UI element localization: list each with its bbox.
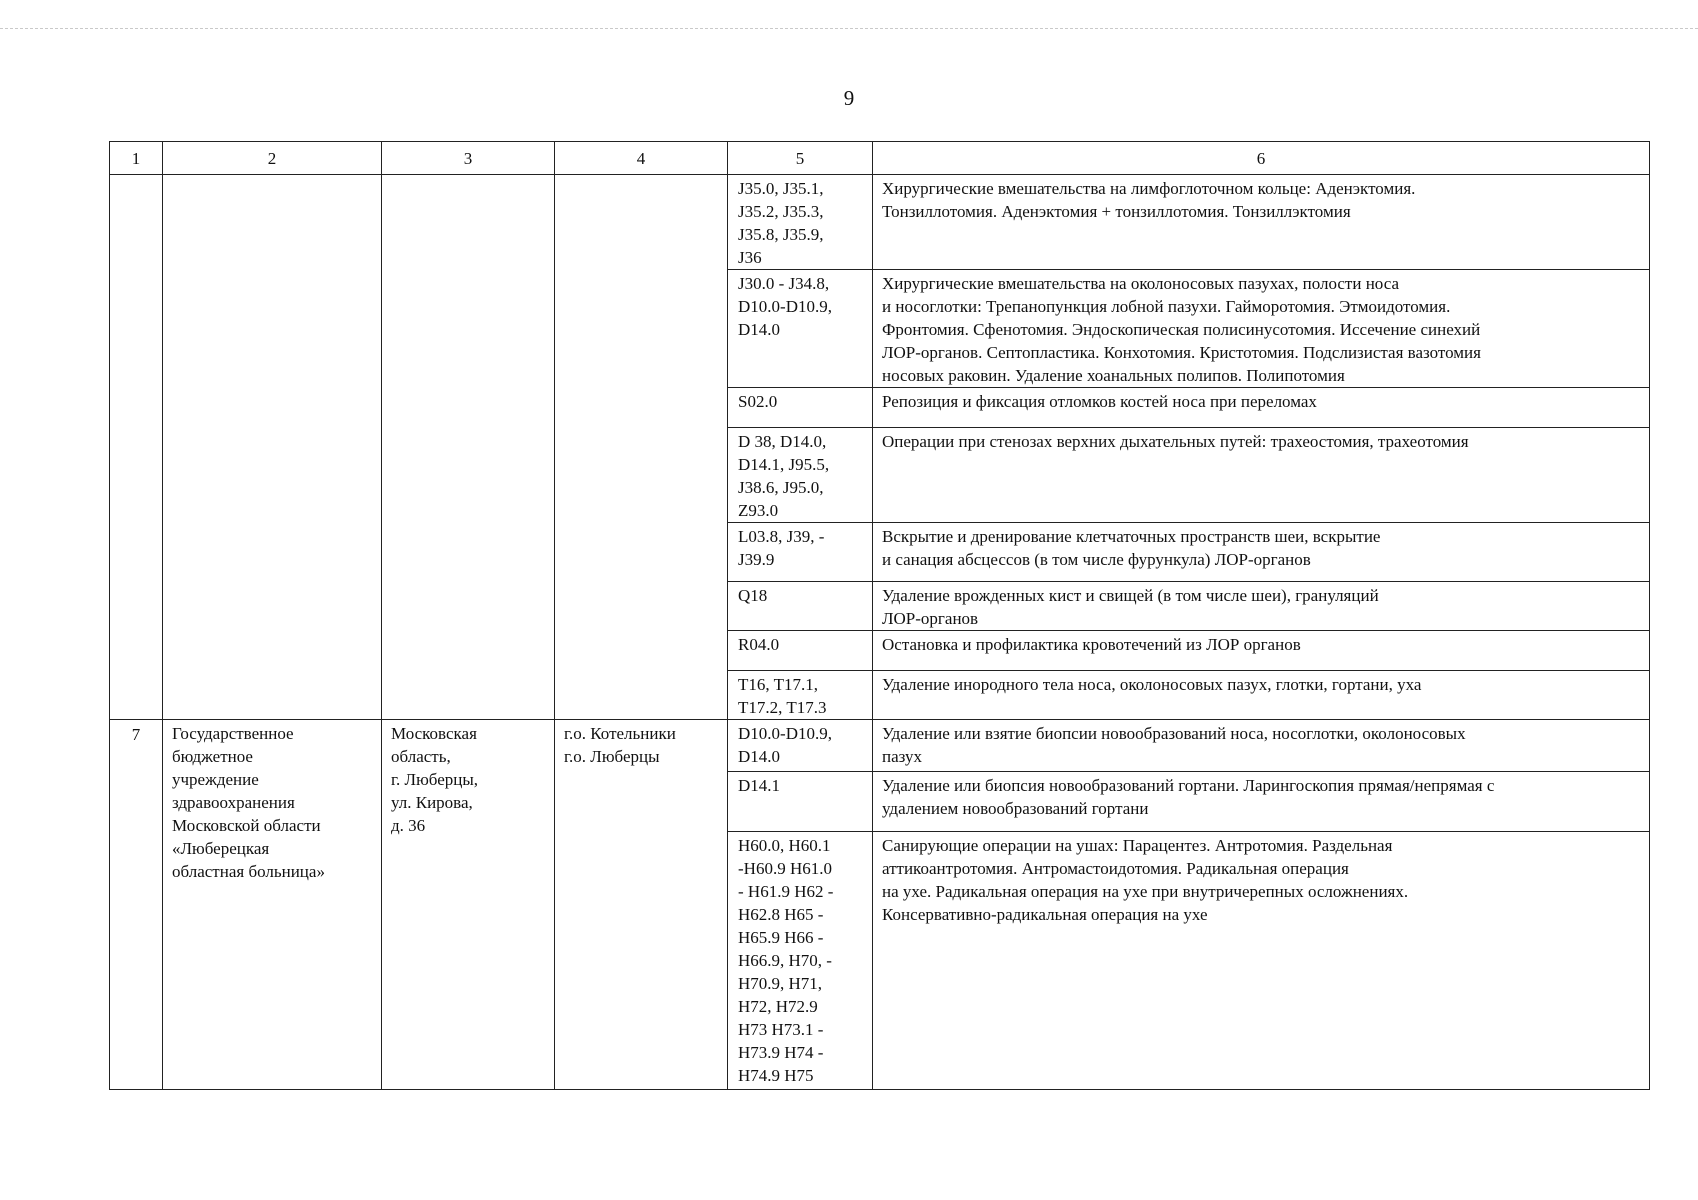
table-row (110, 720, 1650, 772)
procedure-cell: Операции при стенозах верхних дыхательных путей: трахеостомия, трахеотомия (873, 428, 1650, 523)
icd-codes-cell: H60.0, H60.1 -H60.9 H61.0 - H61.9 H62 - H62.8 H65 - H65.9 H66 - H66.9, H70, - H70.9, H71, H72, H72.9 H73 H73.1 - H73.9 H74 - H74.9 H75 (728, 832, 873, 1090)
icd-codes-cell: J35.0, J35.1, J35.2, J35.3, J35.8, J35.9, J36 (728, 175, 873, 270)
icd-codes-cell: Q18 (728, 582, 873, 631)
icd-codes-cell: D 38, D14.0, D14.1, J95.5, J38.6, J95.0, Z93.0 (728, 428, 873, 523)
row-number-cell: 7 (110, 720, 163, 1090)
institution-name-cell: Государственное бюджетное учреждение здравоохранения Московской области «Люберецкая областная больница» (163, 720, 382, 1090)
procedure-cell: Хирургические вмешательства на околоносовых пазухах, полости носа и носоглотки: Трепанопункция лобной пазухи. Гайморотомия. Этмоидотомия. Фронтомия. Сфенотомия. Эндоскопическая полисинусотомия. Иссечение синехий ЛОР-органов. Септопластика. Конхотомия. Кристотомия. Подслизистая вазотомия носовых раковин. Удаление хоанальных полипов. Полипотомия (873, 270, 1650, 388)
procedure-cell: Удаление врожденных кист и свищей (в том числе шеи), грануляций ЛОР-органов (873, 582, 1650, 631)
page-number: 9 (843, 86, 855, 110)
column-header-3: 3 (382, 142, 555, 175)
column-header-4: 4 (555, 142, 728, 175)
procedure-cell: Санирующие операции на ушах: Парацентез. Антротомия. Раздельная аттикоантротомия. Антромастоидотомия. Радикальная операция на ухе. Радикальная операция на ухе при внутричерепных осложнениях. Консервативно-радикальная операция на ухе (873, 832, 1650, 1090)
icd-codes-cell: J30.0 - J34.8, D10.0-D10.9, D14.0 (728, 270, 873, 388)
column-header-2: 2 (163, 142, 382, 175)
territory-cell: г.о. Котельники г.о. Люберцы (555, 720, 728, 1090)
procedure-cell: Хирургические вмешательства на лимфоглоточном кольце: Аденэктомия. Тонзиллотомия. Аденэктомия + тонзиллотомия. Тонзиллэктомия (873, 175, 1650, 270)
scan-border-line (0, 28, 1698, 29)
table-header-row (110, 142, 1650, 175)
column-header-1: 1 (110, 142, 163, 175)
procedure-cell: Вскрытие и дренирование клетчаточных пространств шеи, вскрытие и санация абсцессов (в том числе фурункула) ЛОР-органов (873, 523, 1650, 582)
cell-address-empty (382, 175, 555, 720)
column-header-5: 5 (728, 142, 873, 175)
cell-territory-empty (555, 175, 728, 720)
services-table (109, 141, 1650, 1090)
icd-codes-cell: T16, T17.1, T17.2, T17.3 (728, 671, 873, 720)
procedure-cell: Удаление или взятие биопсии новообразований носа, носоглотки, околоносовых пазух (873, 720, 1650, 772)
column-header-6: 6 (873, 142, 1650, 175)
table-row (110, 175, 1650, 270)
procedure-cell: Репозиция и фиксация отломков костей носа при переломах (873, 388, 1650, 428)
icd-codes-cell: R04.0 (728, 631, 873, 671)
institution-address-cell: Московская область, г. Люберцы, ул. Кирова, д. 36 (382, 720, 555, 1090)
procedure-cell: Удаление или биопсия новообразований гортани. Ларингоскопия прямая/непрямая с удалением новообразований гортани (873, 772, 1650, 832)
icd-codes-cell: S02.0 (728, 388, 873, 428)
cell-institution-empty (163, 175, 382, 720)
procedure-cell: Удаление инородного тела носа, околоносовых пазух, глотки, гортани, уха (873, 671, 1650, 720)
procedure-cell: Остановка и профилактика кровотечений из ЛОР органов (873, 631, 1650, 671)
cell-number-empty (110, 175, 163, 720)
icd-codes-cell: L03.8, J39, - J39.9 (728, 523, 873, 582)
icd-codes-cell: D14.1 (728, 772, 873, 832)
icd-codes-cell: D10.0-D10.9, D14.0 (728, 720, 873, 772)
